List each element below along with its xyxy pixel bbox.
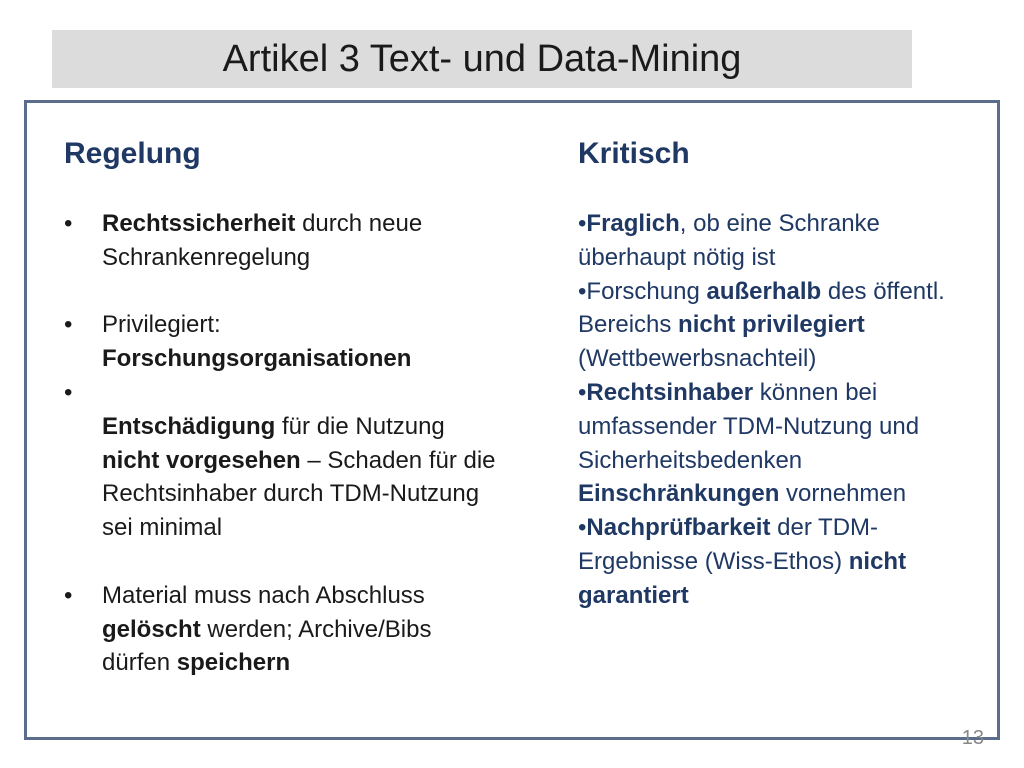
bullet-icon: • [578,210,587,237]
bullet-icon: • [578,378,587,406]
bullet-text-part: Material muss nach Abschluss [102,581,425,609]
title-bar [52,30,912,88]
bullet-text-part: Forschung [586,277,707,305]
bullet-text-part: nicht garantiert [578,547,907,609]
bullet-text-part: Nachprüfbarkeit [586,514,771,542]
regelung-item-text [102,579,504,680]
bullet-text-part: des öffentl. Bereichs [578,277,945,339]
bullet-text-part: gelöscht [102,615,201,643]
regelung-item [64,207,504,275]
kritisch-item [578,275,978,376]
kritisch-item [578,511,978,612]
slide-title: Artikel 3 Text- und Data-Mining [222,37,742,80]
regelung-list [64,207,504,680]
regelung-heading: Regelung [64,137,201,170]
kritisch-item [578,376,978,511]
bullet-text-part: außerhalb [706,277,822,305]
kritisch-item [578,207,978,275]
regelung-item-text [102,308,504,376]
bullet-text-part: können bei umfassender TDM-Nutzung und Sicherheitsbedenken [578,378,920,474]
regelung-item [64,308,504,376]
kritisch-column [578,136,978,613]
bullet-icon: • [578,277,587,305]
bullet-text-part: für die Nutzung [275,412,445,440]
kritisch-list [578,207,978,613]
regelung-item-text [102,376,504,545]
bullet-text-part: , ob eine Schranke überhaupt nötig ist [578,210,880,271]
bullet-text-part: durch neue Schrankenregelung [102,210,423,271]
bullet-text-part: Rechtssicherheit [102,210,296,237]
regelung-column [64,136,504,680]
bullet-text-part: werden; Archive/Bibs dürfen [102,615,432,677]
bullet-text-part: Privilegiert: [102,311,221,339]
bullet-text-part: nicht vorgesehen [102,446,301,474]
page-number: 13 [961,727,984,749]
bullet-icon: • [64,311,73,339]
bullet-text-part: speichern [176,649,291,677]
bullet-text-part: vornehmen [779,480,907,508]
bullet-text-part: der TDM-Ergebnisse (Wiss-Ethos) [578,514,879,575]
bullet-text-part: Fraglich [586,210,680,237]
bullet-text-part: – Schaden für die Rechtsinhaber durch TDM-Nutzung sei minimal [102,446,496,542]
bullet-text-part: Einschränkungen [578,480,780,508]
bullet-text-part: Rechtsinhaber [586,378,754,406]
regelung-item [64,376,504,545]
bullet-icon: • [64,210,73,237]
bullet-text-part: Entschädigung [102,412,276,440]
bullet-text-part: nicht privilegiert [678,311,865,339]
kritisch-heading: Kritisch [578,137,690,170]
bullet-icon: • [64,581,73,609]
bullet-icon: • [64,378,73,406]
bullet-icon: • [578,514,587,542]
regelung-item-text [102,207,504,275]
bullet-text-part: (Wettbewerbsnachteil) [578,345,817,373]
regelung-item [64,579,504,680]
bullet-text-part: Forschungsorganisationen [102,345,412,373]
